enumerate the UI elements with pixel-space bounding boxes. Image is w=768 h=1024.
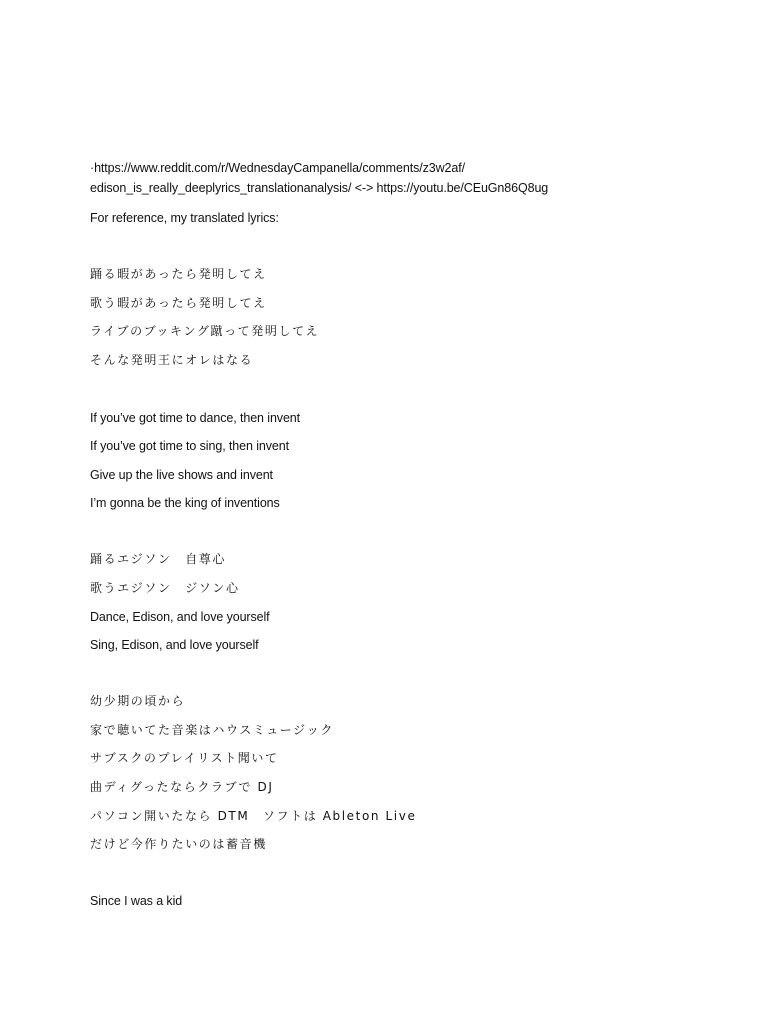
source-link-line-1[interactable]: ·https://www.reddit.com/r/WednesdayCampanella/comments/z3w2af/ xyxy=(90,161,465,175)
lyric-line: ライブのブッキング蹴って発明してえ xyxy=(90,324,320,338)
translation-line: If you’ve got time to dance, then invent xyxy=(90,411,301,425)
lyric-line: サブスクのプレイリスト聞いて xyxy=(90,751,279,765)
lyric-line: パソコン開いたなら DTM ソフトは Ableton Live xyxy=(90,809,417,823)
lyric-line: 踊るエジソン 自尊心 xyxy=(90,552,227,566)
lyric-line: 踊る暇があったら発明してえ xyxy=(90,267,267,281)
lyric-line: 歌う暇があったら発明してえ xyxy=(90,296,267,310)
translation-line: If you’ve got time to sing, then invent xyxy=(90,439,289,453)
translation-line: Since I was a kid xyxy=(90,894,183,908)
lyric-line: 幼少期の頃から xyxy=(90,694,186,708)
lyric-line: だけど今作りたいのは蓄音機 xyxy=(90,837,267,851)
lyric-line: 曲ディグったならクラブで DJ xyxy=(90,780,274,794)
translation-line: Sing, Edison, and love yourself xyxy=(90,638,259,652)
intro-text: For reference, my translated lyrics: xyxy=(90,211,279,225)
translation-line: Give up the live shows and invent xyxy=(90,468,273,482)
lyric-line: そんな発明王にオレはなる xyxy=(90,353,254,367)
translation-line: I’m gonna be the king of inventions xyxy=(90,496,280,510)
translation-line: Dance, Edison, and love yourself xyxy=(90,610,270,624)
lyric-line: 家で聴いてた音楽はハウスミュージック xyxy=(90,723,334,737)
lyric-line: 歌うエジソン ジソン心 xyxy=(90,581,240,595)
source-link-line-2[interactable]: edison_is_really_deeplyrics_translationanalysis/ <-> https://youtu.be/CEuGn86Q8ug xyxy=(90,181,549,195)
